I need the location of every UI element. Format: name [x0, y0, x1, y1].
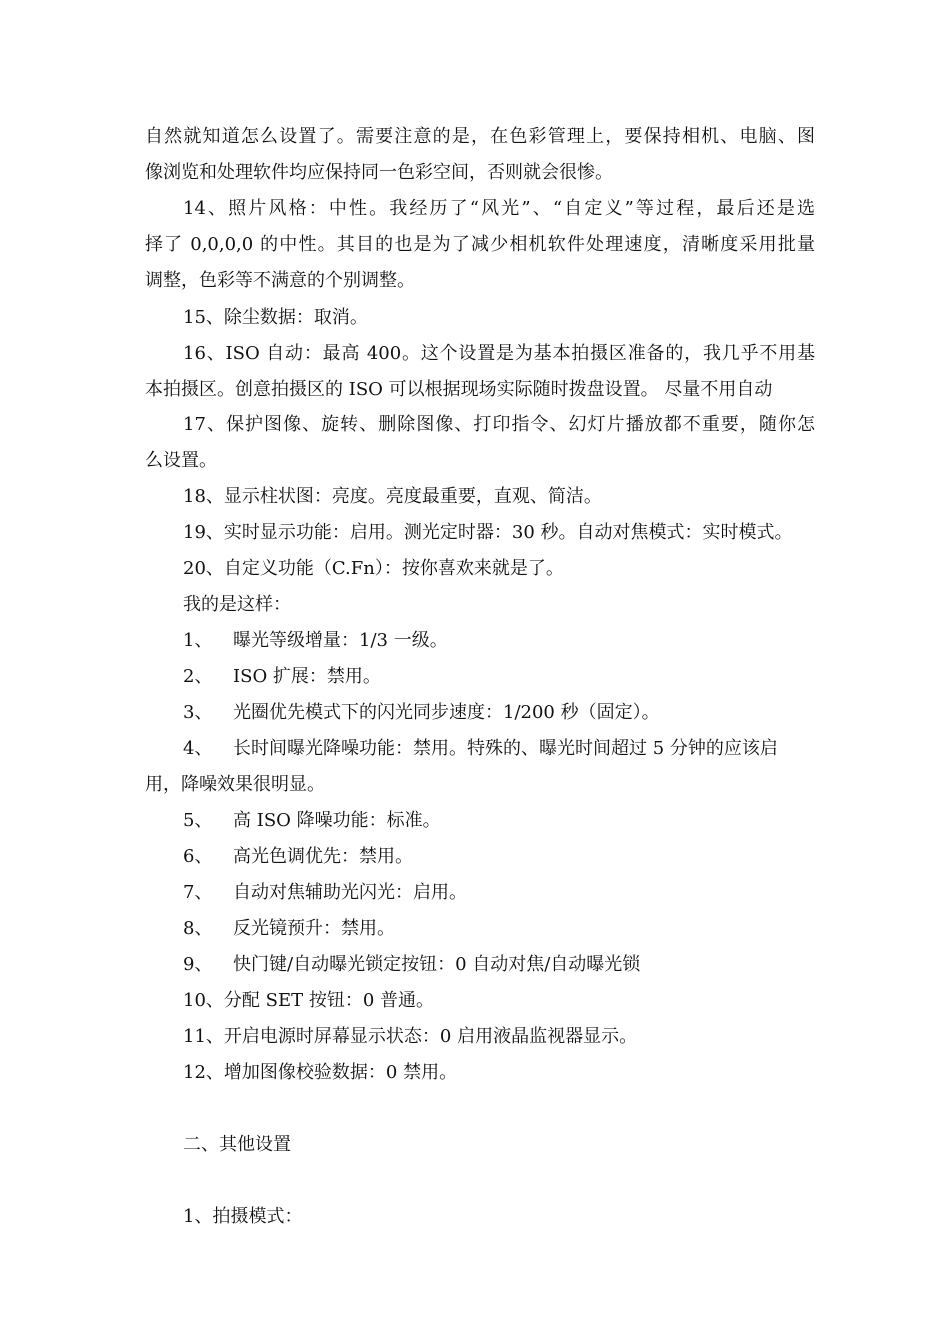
list-text: 高光色调优先：禁用。 [233, 846, 413, 867]
paragraph-line: 15、除尘数据：取消。 [183, 307, 368, 328]
paragraph-line: 16、ISO 自动：最高 400。这个设置是为基本拍摄区准备的，我几乎不用基 [183, 343, 815, 364]
list-text: 曝光等级增量：1/3 一级。 [233, 630, 448, 651]
list-text: 光圈优先模式下的闪光同步速度：1/200 秒（固定）。 [233, 702, 660, 723]
list-item [183, 737, 815, 761]
list-number: 3、 [183, 702, 213, 723]
list-number: 1、 [183, 630, 213, 651]
list-text: 反光镜预升：禁用。 [233, 918, 395, 939]
list-text: 高 ISO 降噪功能：标准。 [233, 810, 441, 831]
list-number: 7、 [183, 882, 213, 903]
section-item: 1、拍摄模式： [183, 1206, 303, 1227]
list-item [183, 845, 815, 869]
list-number: 2、 [183, 666, 213, 687]
paragraph-line: 18、显示柱状图：亮度。亮度最重要，直观、简洁。 [183, 486, 602, 507]
list-item: 10、分配 SET 按钮：0 普通。 [183, 990, 434, 1011]
paragraph-line: 14、照片风格：中性。我经历了“风光”、“自定义”等过程，最后还是选 [183, 198, 815, 219]
paragraph-line: 我的是这样： [183, 594, 291, 615]
list-item [183, 809, 815, 833]
list-number: 5、 [183, 810, 213, 831]
list-number: 6、 [183, 846, 213, 867]
list-item [183, 665, 815, 689]
paragraph-line: 本拍摄区。创意拍摄区的 ISO 可以根据现场实际随时拨盘设置。 尽量不用自动 [145, 379, 773, 400]
list-text: 快门键/自动曝光锁定按钮：0 自动对焦/自动曝光锁 [233, 954, 641, 975]
paragraph-line: 17、保护图像、旋转、删除图像、打印指令、幻灯片播放都不重要，随你怎 [183, 414, 815, 435]
list-item: 12、增加图像校验数据：0 禁用。 [183, 1062, 458, 1083]
list-text: ISO 扩展：禁用。 [233, 666, 381, 687]
section-heading: 二、其他设置 [183, 1134, 291, 1155]
list-text: 自动对焦辅助光闪光：启用。 [233, 882, 467, 903]
list-item [183, 917, 815, 941]
list-number: 8、 [183, 918, 213, 939]
paragraph-line: 么设置。 [145, 450, 217, 471]
paragraph-line: 择了 0,0,0,0 的中性。其目的也是为了减少相机软件处理速度，清晰度采用批量 [145, 234, 815, 255]
list-item [183, 953, 815, 977]
list-item: 11、开启电源时屏幕显示状态：0 启用液晶监视器显示。 [183, 1026, 638, 1047]
list-number: 9、 [183, 954, 213, 975]
paragraph-line: 19、实时显示功能：启用。测光定时器：30 秒。自动对焦模式：实时模式。 [183, 522, 793, 543]
paragraph-line: 像浏览和处理软件均应保持同一色彩空间，否则就会很惨。 [145, 162, 613, 183]
paragraph-line: 调整，色彩等不满意的个别调整。 [145, 270, 415, 291]
list-text: 长时间曝光降噪功能：禁用。特殊的、曝光时间超过 5 分钟的应该启 [233, 738, 778, 759]
paragraph-line: 20、自定义功能（C.Fn）：按你喜欢来就是了。 [183, 558, 564, 579]
list-item [183, 629, 815, 653]
list-item [183, 701, 815, 725]
list-item-continuation: 用，降噪效果很明显。 [145, 774, 325, 795]
list-number: 4、 [183, 738, 213, 759]
paragraph-line: 自然就知道怎么设置了。需要注意的是，在色彩管理上，要保持相机、电脑、图 [145, 126, 815, 147]
list-item [183, 881, 815, 905]
